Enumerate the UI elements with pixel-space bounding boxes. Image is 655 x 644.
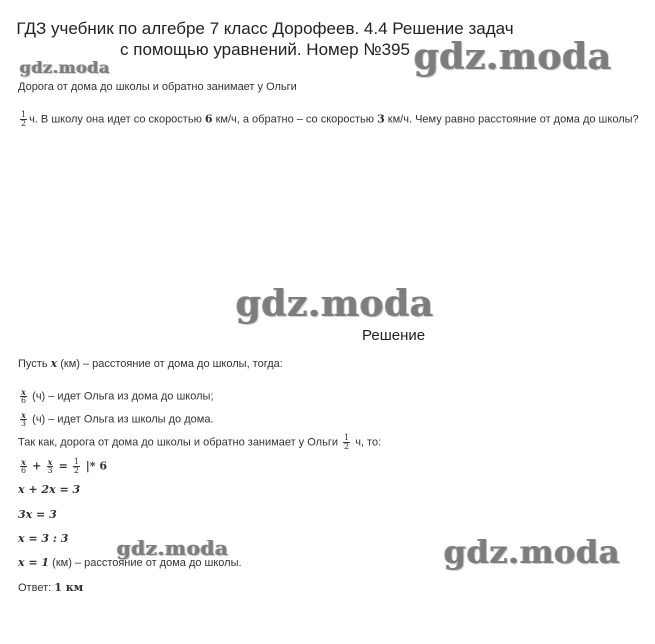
fraction: $\frac{x}{3}$: [21, 410, 27, 428]
solution-line-3: $\frac{x}{3}$ (ч) – идет Ольга из школы до дома.: [21, 410, 214, 428]
solution-heading: Решение: [362, 327, 426, 344]
fraction: $\frac{x}{6}$: [21, 387, 27, 405]
solution-line-2: $\frac{x}{6}$ (ч) – идет Ольга из дома до школы;: [21, 387, 214, 405]
answer: Ответ: 1 км: [18, 581, 84, 594]
watermark-logo: gdz.moda: [236, 283, 434, 325]
title-line-2: с помощью уравнений. Номер №395: [120, 40, 410, 59]
fraction: $\frac{x}{3}$: [47, 457, 53, 475]
problem-line-1: Дорога от дома до школы и обратно занимает у Ольги: [18, 81, 297, 93]
problem-line-2: $\frac{1}{2}$ ч. В школу она идет со скоростью 6 км/ч, а обратно – со скоростью 3 км/ч. Чему равно расстояние от дома до школы?: [21, 110, 639, 128]
fraction: $\frac{1}{2}$: [344, 433, 350, 451]
equation-4: x = 3 : 3: [18, 532, 69, 545]
equation-5: x = 1 (км) – расстояние от дома до школы.: [18, 556, 242, 569]
solution-line-1: Пусть x (км) – расстояние от дома до школы, тогда:: [18, 357, 283, 370]
watermark-logo: gdz.moda: [20, 58, 111, 77]
watermark-logo: gdz.moda: [444, 533, 621, 571]
fraction: $\frac{x}{6}$: [21, 457, 27, 475]
fraction: $\frac{1}{2}$: [73, 457, 79, 475]
equation-3: 3x = 3: [18, 508, 57, 521]
equation-2: x + 2x = 3: [18, 483, 81, 496]
fraction: $\frac{1}{2}$: [21, 110, 27, 128]
watermark-logo: gdz.moda: [414, 36, 612, 78]
watermark-logo: gdz.moda: [117, 536, 229, 560]
title-line-1: ГДЗ учебник по алгебре 7 класс Дорофеев. 4.4 Решение задач: [16, 19, 514, 38]
equation-1: $\frac{x}{6}$ + $\frac{x}{3}$ = $\frac{1}{2}$ |* 6: [21, 457, 108, 475]
solution-line-4: Так как, дорога от дома до школы и обратно занимает у Ольги $\frac{1}{2}$ ч, то:: [18, 433, 382, 451]
